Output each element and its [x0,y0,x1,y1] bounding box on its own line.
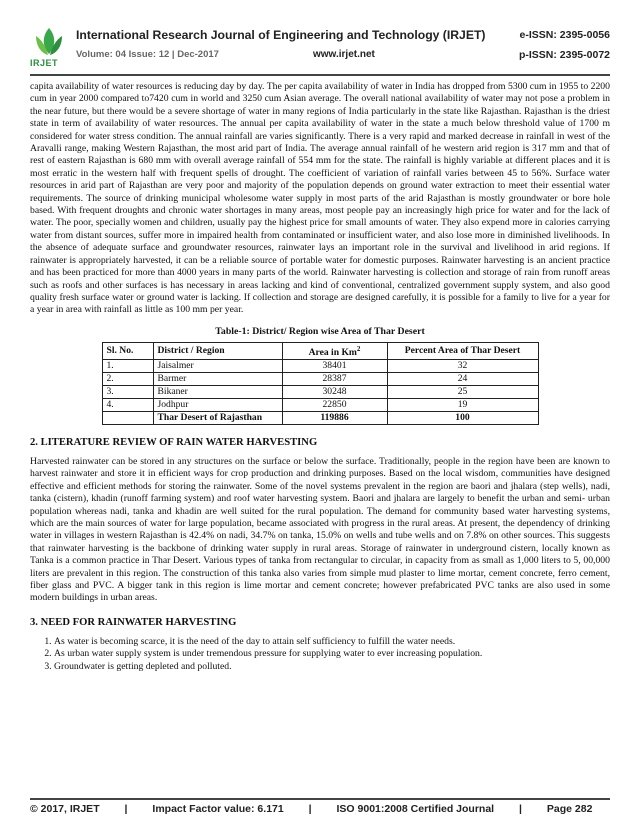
thar-desert-area-table [102,342,539,425]
e-issn: e-ISSN: 2395-0056 [519,29,610,41]
table-total-row [102,411,538,424]
cell-total-percent: 100 [387,411,538,424]
footer-copyright: © 2017, IRJET [30,803,100,815]
cell-district: Barmer [153,372,282,385]
list-item: 2. As urban water supply system is under tremendous pressure for supplying water to ever increasing population. [54,648,610,660]
header-percent: Percent Area of Thar Desert [387,342,538,359]
cell-area: 38401 [282,359,387,372]
footer-iso: ISO 9001:2008 Certified Journal [336,803,495,815]
cell-area: 30248 [282,385,387,398]
page-content [30,81,610,673]
cell-total-label: Thar Desert of Rajasthan [153,411,282,424]
cell-district: Bikaner [153,385,282,398]
cell-percent: 25 [387,385,538,398]
header-divider [30,74,610,76]
area-superscript: 2 [356,344,361,353]
header-district: District / Region [153,342,282,359]
list-item: 3. Groundwater is getting depleted and polluted. [54,661,610,673]
footer-divider [30,798,610,800]
table-header-row [102,342,538,359]
cell-sl: 3. [102,385,153,398]
cell-percent: 32 [387,359,538,372]
p-issn: p-ISSN: 2395-0072 [518,49,610,61]
cell-area: 22850 [282,398,387,411]
cell-total-area: 119886 [282,411,387,424]
cell-district: Jodhpur [153,398,282,411]
table-row [102,385,538,398]
cell-sl: 1. [102,359,153,372]
journal-header [30,26,610,72]
table-row [102,359,538,372]
journal-title: International Research Journal of Engineering and Technology (IRJET) [76,28,486,42]
list-item: 1. As water is becoming scarce, it is the need of the day to attain self sufficiency to fulfill the water needs. [54,636,610,648]
footer-sep-2: | [308,803,312,815]
section-3-heading: 3. NEED FOR RAINWATER HARVESTING [30,616,237,628]
intro-paragraph: capita availability of water resources is reducing day by day. The per capita availability of water in India has dropped from 5300 cum in 1955 to 2200 cum in year 2000 compared to7420 cum in world and 3250 cum Asian average. The overall national availability of water may not pose a problem in the near future, but there would be a severe shortage of water in many regions of India particularly in the state like Rajasthan. Rajasthan is the driest state in term of availability of water resources. The annual per capita availability of water in the state a much below threshold value of 1700 m considered for water stress condition. The annual rainfall are varies significantly. There is a very rapid and marked decrease in rainfall in west of the Aravalli range, making Western Rajasthan, the most arid part of India. The average annual rainfall of he western arid region is 317 mm and that of rest of eastern Rajasthan is 680 mm with overall average rainfall of 554 mm for the state. The rainfall is highly variable at different places and it is most erratic in the western half with frequent spells of drought. The coefficient of variation of rainfall varies between 45 to 56%. Surface water resources in arid part of Rajasthan are very poor and majority of the population depends on ground water extraction to meet their essential water requirements. The source of drinking municipal wholesome water supply in most parts of the arid Rajasthan is mostly groundwater or bore hole based. With frequent droughts and chronic water shortages in many areas, most people pay an increasingly high price for water and for the lack of water. The poor, specially women and children, usually pay the highest price for small amounts of water. They also expend more in calories carrying water from distant sources, suffer more in impaired health from contaminated or insufficient water, and also lose more in diminished livelihoods. In the absence of adequate surface and groundwater resources, rainwater lays an important role in the survival and livelihood in arid regions. If rainwater is appropriately harvested, it can be a reliable source of portable water for domestic purposes. Rainwater harvesting is an ancient practice and has been practiced for more than 4000 years in many parts of the world. Rainwater harvesting is collection and storage of rain from runoff areas such as roofs and other surfaces is has necessary in areas lacking and kind of conventional, centralized government supply system, and also good quality fresh surface water or ground water is lacking. If collection and storage are designed carefully, it is possible for a family to live for a year for a year in area with rainfall as little as 100 mm per year. [30,81,610,316]
table-row [102,372,538,385]
cell-sl [102,411,153,424]
cell-sl: 4. [102,398,153,411]
cell-district: Jaisalmer [153,359,282,372]
cell-percent: 19 [387,398,538,411]
cell-area: 28387 [282,372,387,385]
journal-website: www.irjet.net [313,49,375,60]
section-2-heading: 2. LITERATURE REVIEW OF RAIN WATER HARVESTING [30,436,318,448]
header-area-text: Area in Km [308,346,357,358]
header-sl-no: Sl. No. [102,342,153,359]
footer-page-number: Page 282 [546,803,593,815]
footer-sep-1: | [124,803,128,815]
needs-list [30,636,610,673]
cell-sl: 2. [102,372,153,385]
logo-text: IRJET [30,58,59,68]
footer-sep-3: | [519,803,522,815]
footer-impact-factor: Impact Factor value: 6.171 [152,803,284,815]
section-2-paragraph: Harvested rainwater can be stored in any structures on the surface or below the surface. Traditionally, people in the region have been are known to harvest rainwater and store it in efficient ways for crop production and drinking purposes. Based on the local wisdom, communities have designed effective and efficient methods for storing the rainwater. Some of the novel systems prevalent in the region are baori and jhalara (step wells), nadi, tanka (cistern), khadin (runoff farming system) and roof water harvesting system. Baori and jhalara are largely to benefit the urban and semi- urban population whereas nadi, tanka and khadin are well suited for the rural population. The demand for community based water harvesting systems, which are the main sources of water for large population, became associated with progress in the rural areas. At present, the dependency of drinking water in villages in western Rajasthan is 42.4% on nadi, 34.7% on tanka, 15.0% on wells and tube wells and on 7.8% on other sources. This suggests that rainwater harvesting is the backbone of drinking water supply in rural areas. Storage of rainwater in underground cistern, locally known as Tanka is a common practice in Thar Desert. Various types of tanka from rectangular to circular, in capacity from as small as 1,000 liters to 5, 00,000 liters are prevalent in this region. The construction of this tanka also varies from simple mud plaster to lime mortar, cement concrete, ferro cement, fiber glass and PVC. A bigger tank in this region is lime mortar and cement concrete; however prefabricated PVC tanks are also used in some modern buildings in urban areas. [30,455,610,604]
cell-percent: 24 [387,372,538,385]
volume-info: Volume: 04 Issue: 12 | Dec-2017 [76,49,219,60]
table-caption: Table-1: District/ Region wise Area of Thar Desert [215,325,425,337]
table-row [102,398,538,411]
header-area [282,342,387,359]
journal-footer [30,803,610,815]
